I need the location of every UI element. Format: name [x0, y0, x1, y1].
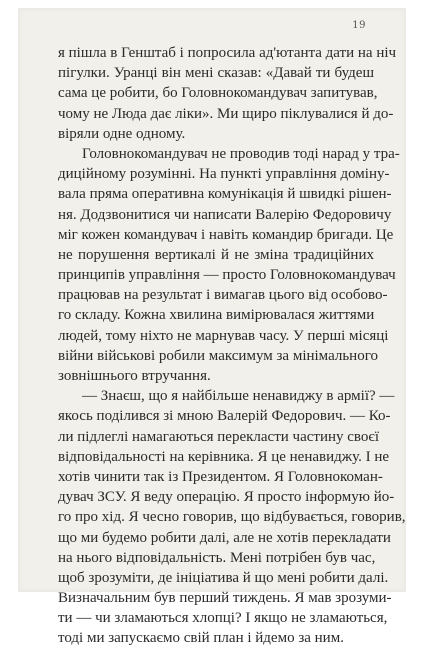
text-line: пігулки. Уранці він мені сказав: «Давай ти будеш	[58, 65, 374, 82]
text-line: Визначальним був перший тиждень. Я мав зрозуми-	[58, 590, 392, 607]
text-line: чому не Люда дає ліки». Ми щиро піклувалися й до-	[58, 105, 394, 122]
text-line: принципів управління — просто Головнокомандувач	[58, 267, 396, 284]
text-line: го про хід. Я чесно говорив, що відбувається, говорив,	[58, 509, 406, 526]
text-line: ня. Додзвонитися чи написати Валерію Федоровичу	[58, 206, 392, 223]
text-line: не порушення вертикалі й не зміна традиційних	[58, 246, 374, 263]
text-line: працював на результат і вимагав цього від особово-	[58, 287, 388, 304]
text-line: війни військові робили максимум за мінімального	[58, 347, 378, 364]
text-line: віряли одне одному.	[58, 125, 186, 142]
text-line: щоб зрозуміти, де ініціатива й що мені робити далі.	[58, 569, 389, 586]
text-line: відповідальності на керівника. Я це ненавиджу. І не	[58, 448, 390, 465]
page-number: 19	[352, 20, 366, 31]
text-line: хотів чинити так із Президентом. Я Головнокоман-	[58, 468, 383, 485]
body-text	[58, 43, 406, 649]
text-line: сама це робити, бо Головнокомандувач запитував,	[58, 85, 378, 102]
text-line: Головнокомандувач не проводив тоді нарад у тра-	[82, 145, 400, 162]
text-line: людей, тому ніхто не марнував часу. У перші місяці	[58, 327, 389, 344]
text-line: міг кожен командувач і навіть командир бригади. Це	[58, 226, 394, 243]
text-line: го складу. Кожна хвилина вимірювалася життями	[58, 307, 375, 324]
text-line: диційному розумінні. На пункті управління доміну-	[58, 166, 390, 183]
book-page	[18, 8, 406, 647]
text-line: вала пряма оперативна комунікація й швидкі рішен-	[58, 186, 392, 203]
text-line: зовнішнього втручання.	[58, 368, 211, 384]
text-line: дувач ЗСУ. Я веду операцію. Я просто інформую йо-	[58, 489, 395, 506]
text-line: на нього відповідальність. Мені потрібен був час,	[58, 549, 376, 566]
text-line: ти — чи зламаються хлопці? І якщо не зламаються,	[58, 610, 388, 627]
text-line: що ми будемо робити далі, але не хотів перекладати	[58, 529, 391, 546]
text-line: якось поділився зі мною Валерій Федорович. — Ко-	[58, 408, 391, 425]
text-line: тоді ми запускаємо свій план і йдемо за ним.	[58, 630, 344, 647]
text-line: я пішла в Генштаб і попросила ад'ютанта дати на ніч	[58, 45, 397, 61]
text-line: — Знаєш, що я найбільше ненавиджу в армії? —	[82, 388, 395, 405]
text-line: ли підлеглі намагаються перекласти частину своєї	[58, 428, 380, 445]
